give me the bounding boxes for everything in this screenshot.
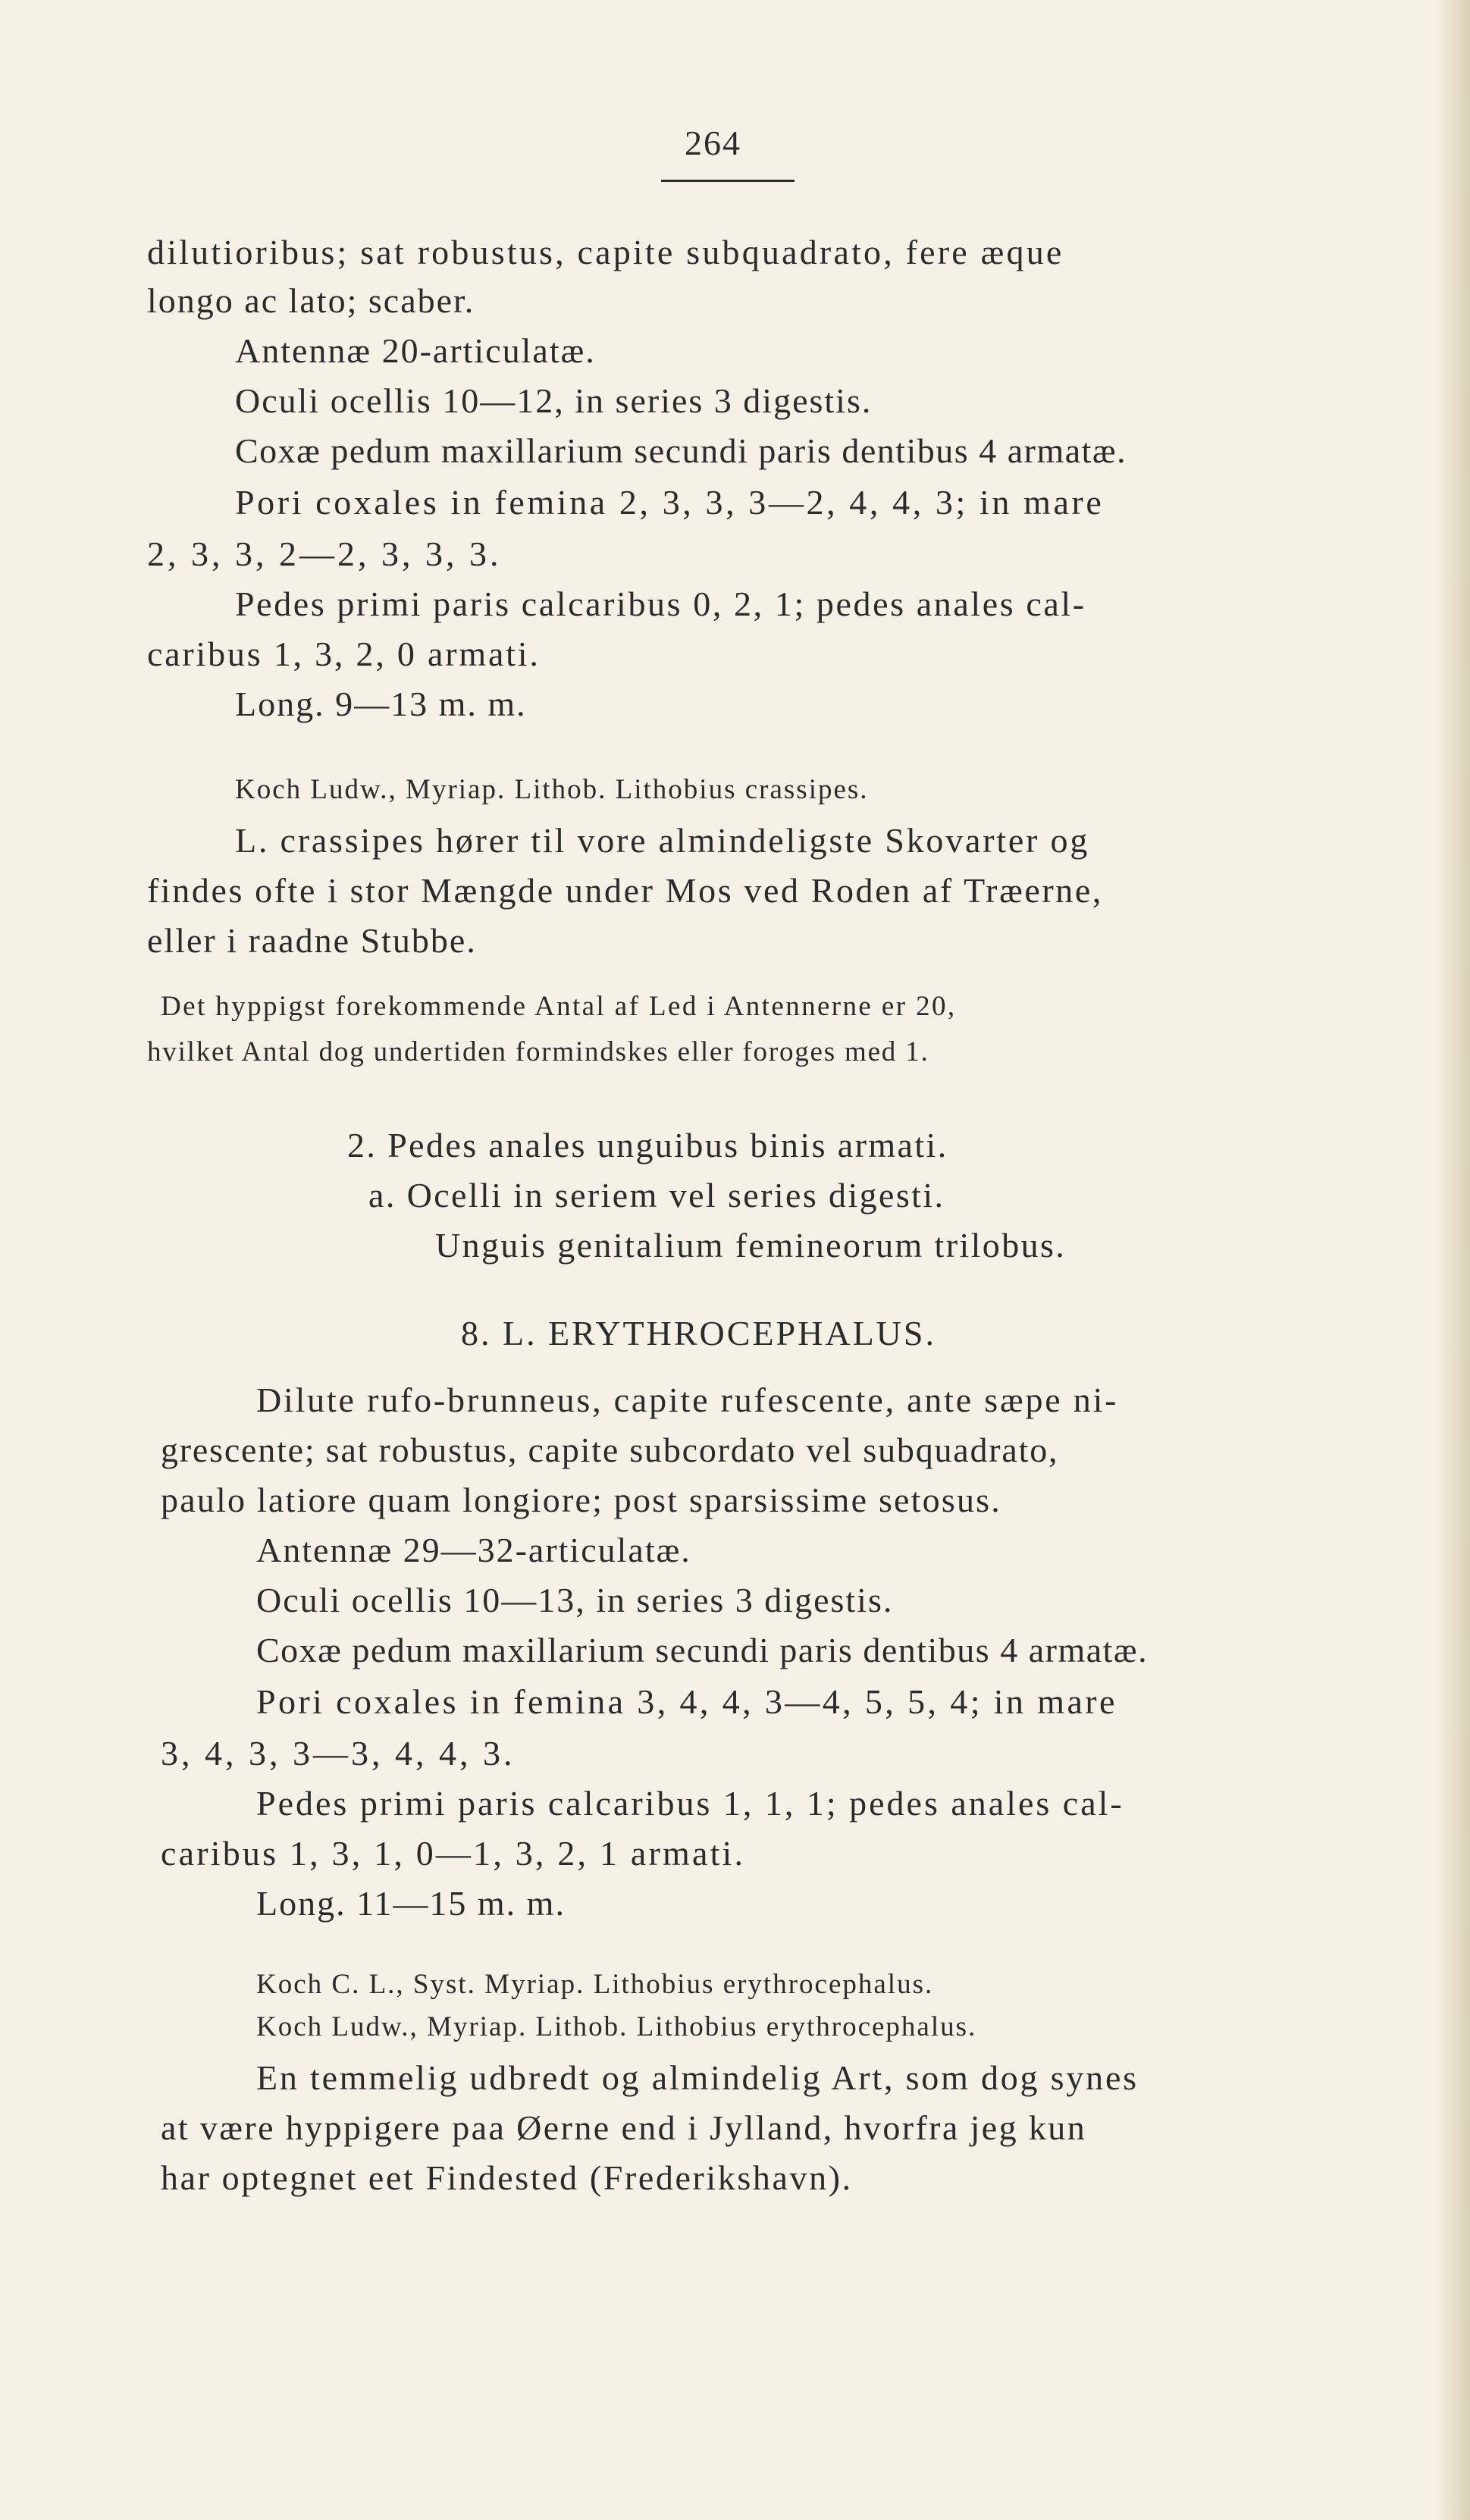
text-line: caribus 1, 3, 2, 0 armati.	[147, 635, 541, 673]
text-line: Antennæ 20-articulatæ.	[235, 331, 596, 370]
key-line: a. Ocelli in seriem vel series digesti.	[368, 1176, 945, 1215]
reference-line: Koch C. L., Syst. Myriap. Lithobius erythrocephalus.	[256, 1969, 934, 2000]
text-line: eller i raadne Stubbe.	[147, 921, 477, 960]
species-heading: 8. L. ERYTHROCEPHALUS.	[461, 1314, 936, 1352]
text-line: at være hyppigere paa Øerne end i Jylland, hvorfra jeg kun	[161, 2108, 1087, 2147]
page-number-rule	[661, 180, 795, 182]
text-line: En temmelig udbredt og almindelig Art, som dog synes	[256, 2058, 1139, 2097]
key-line: 2. Pedes anales unguibus binis armati.	[347, 1126, 948, 1164]
text-line: Dilute rufo-brunneus, capite rufescente, ante sæpe ni-	[256, 1381, 1119, 1419]
text-line: 2, 3, 3, 2—2, 3, 3, 3.	[147, 534, 502, 573]
text-line: Long. 9—13 m. m.	[235, 685, 527, 723]
note-line: hvilket Antal dog undertiden formindskes eller foroges med 1.	[147, 1036, 929, 1067]
text-line: Pedes primi paris calcaribus 0, 2, 1; pedes anales cal-	[235, 585, 1086, 623]
text-line: longo ac lato; scaber.	[147, 281, 475, 320]
text-line: dilutioribus; sat robustus, capite subquadrato, fere æque	[147, 233, 1064, 271]
text-line: paulo latiore quam longiore; post sparsissime setosus.	[161, 1481, 1001, 1519]
note-line: Det hyppigst forekommende Antal af Led i Antennerne er 20,	[161, 991, 957, 1022]
text-line: findes ofte i stor Mængde under Mos ved Roden af Træerne,	[147, 871, 1104, 910]
text-line: L. crassipes hører til vore almindeligste Skovarter og	[235, 821, 1090, 860]
text-line: Pori coxales in femina 2, 3, 3, 3—2, 4, 4, 3; in mare	[235, 483, 1105, 522]
text-line: Oculi ocellis 10—13, in series 3 digestis.	[256, 1581, 894, 1619]
text-line: har optegnet eet Findested (Frederikshavn).	[161, 2158, 853, 2197]
text-line: Antennæ 29—32-articulatæ.	[256, 1531, 691, 1569]
text-line: Oculi ocellis 10—12, in series 3 digestis.	[235, 381, 873, 420]
reference-line: Koch Ludw., Myriap. Lithob. Lithobius erythrocephalus.	[256, 2011, 977, 2042]
text-line: Pori coxales in femina 3, 4, 4, 3—4, 5, 5, 4; in mare	[256, 1682, 1117, 1721]
text-line: 3, 4, 3, 3—3, 4, 4, 3.	[161, 1734, 516, 1772]
text-line: grescente; sat robustus, capite subcordato vel subquadrato,	[161, 1431, 1059, 1469]
page-number: 264	[685, 124, 741, 162]
text-line: Long. 11—15 m. m.	[256, 1884, 566, 1923]
text-line: Pedes primi paris calcaribus 1, 1, 1; pedes anales cal-	[256, 1784, 1124, 1823]
key-line: Unguis genitalium femineorum trilobus.	[435, 1226, 1067, 1265]
text-line: Coxæ pedum maxillarium secundi paris dentibus 4 armatæ.	[235, 431, 1127, 470]
text-line: Coxæ pedum maxillarium secundi paris dentibus 4 armatæ.	[256, 1631, 1149, 1669]
reference-line: Koch Ludw., Myriap. Lithob. Lithobius crassipes.	[235, 774, 869, 805]
text-line: caribus 1, 3, 1, 0—1, 3, 2, 1 armati.	[161, 1834, 746, 1873]
